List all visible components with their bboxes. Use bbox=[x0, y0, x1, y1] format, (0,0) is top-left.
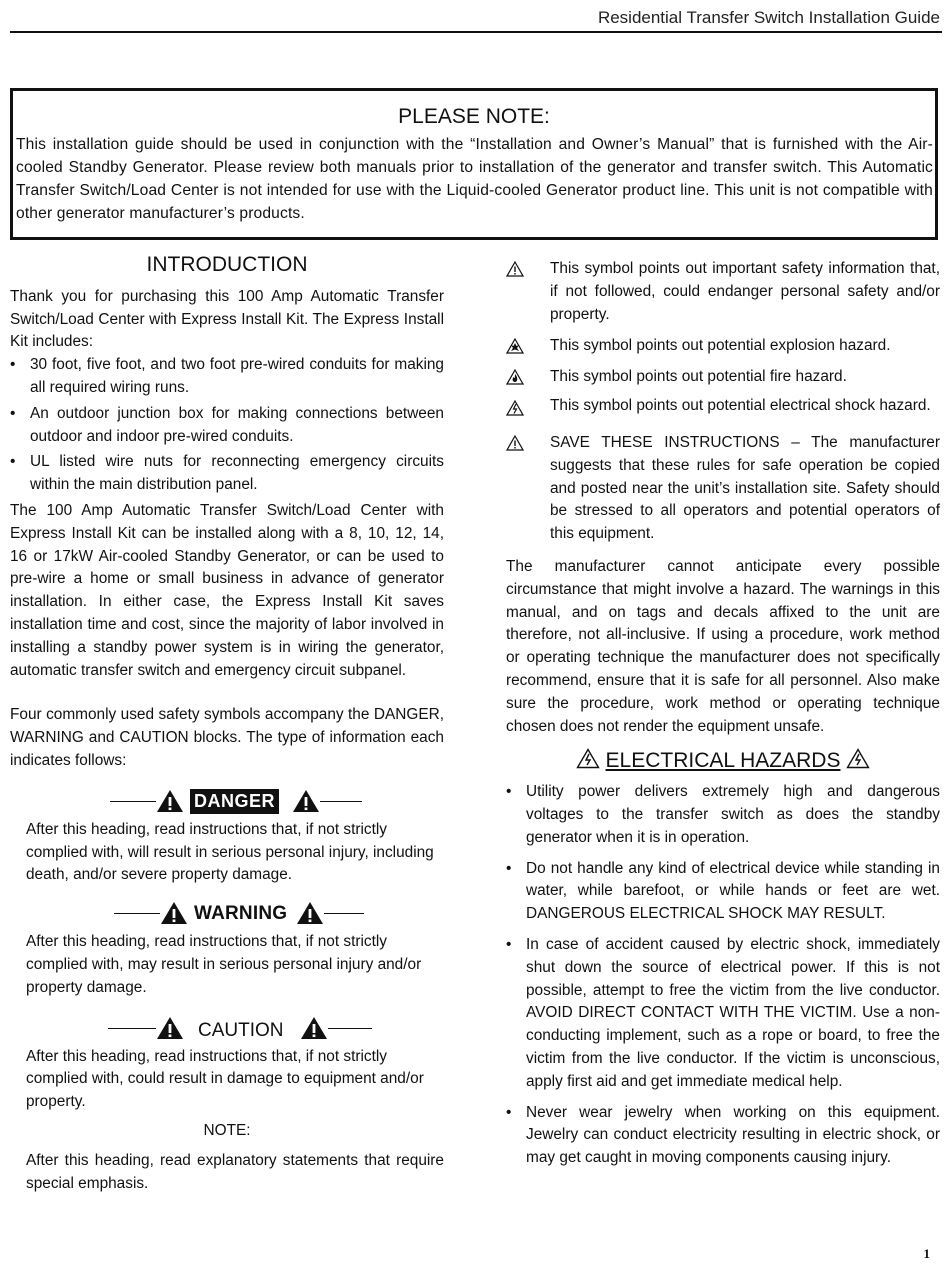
please-note-title: PLEASE NOTE: bbox=[398, 105, 550, 128]
shock-hazard-icon bbox=[846, 748, 870, 769]
caution-description: After this heading, read instructions that, if not strictly complied with, could result in damage to equipment and/or property. bbox=[26, 1047, 424, 1111]
page-number: 1 bbox=[923, 1246, 930, 1261]
intro-paragraph-3: Four commonly used safety symbols accompany the DANGER, WARNING and CAUTION blocks. The type of information each indicates follows: bbox=[10, 706, 444, 769]
warning-triangle-icon bbox=[506, 261, 524, 277]
caution-triangle-icon bbox=[156, 1016, 184, 1040]
warning-triangle-icon bbox=[506, 435, 524, 451]
header-title: Residential Transfer Switch Installation Guide bbox=[597, 8, 940, 27]
please-note-body: This installation guide should be used in conjunction with the “Installation and Owner’s Manual” that is furnished with the Air-cooled Standby Generator. Please review both manuals prior to installation of the generator and transfer switch. This Automatic Transfer Switch/Load Center is not intended for use with the Liquid-cooled Generator product line. This unit is not compatible with other generator manufacturer’s products. bbox=[16, 136, 933, 222]
symbol-row-general: This symbol points out important safety information that, if not followed, could endanger personal safety and/or property. bbox=[506, 258, 940, 326]
warning-description: After this heading, read instructions that, if not strictly complied with, may result in serious personal injury and/or property damage. bbox=[26, 933, 422, 996]
header-rule bbox=[10, 31, 942, 33]
right-column bbox=[506, 258, 940, 1173]
electrical-hazards-list bbox=[506, 781, 940, 1170]
warning-label: WARNING bbox=[194, 903, 288, 925]
list-item: • An outdoor junction box for making connections between outdoor and indoor pre-wired conduits. bbox=[10, 404, 444, 445]
fire-hazard-icon bbox=[506, 369, 524, 385]
symbol-row-shock: This symbol points out potential electrical shock hazard. bbox=[506, 397, 940, 414]
warning-heading bbox=[10, 899, 444, 929]
danger-label: DANGER bbox=[190, 789, 279, 814]
caution-triangle-icon bbox=[300, 1016, 328, 1040]
list-item: • Do not handle any kind of electrical device while standing in water, while barefoot, or while hands or feet are wet. DANGEROUS ELECTRICAL SHOCK MAY RESULT. bbox=[506, 859, 940, 923]
caution-label: CAUTION bbox=[198, 1019, 284, 1041]
symbol-row-fire: This symbol points out potential fire hazard. bbox=[506, 366, 940, 389]
list-item: • UL listed wire nuts for reconnecting emergency circuits within the main distribution panel. bbox=[10, 453, 444, 494]
manufacturer-note: The manufacturer cannot anticipate every possible circumstance that might involve a hazard. The warnings in this manual, and on tags and decals affixed to the unit are therefore, not all-inclusive. If using a procedure, work method or operating technique the manufacturer does not specifically recommend, ensure that it is safe for all personnel. Also make sure the procedure, work method or operating technique chosen does not render the equipment unsafe. bbox=[506, 557, 940, 735]
explosion-hazard-icon bbox=[506, 338, 524, 354]
danger-triangle-icon bbox=[156, 789, 184, 813]
warning-triangle-icon bbox=[160, 901, 188, 925]
left-column bbox=[10, 254, 444, 1195]
note-label: NOTE: bbox=[203, 1121, 251, 1139]
danger-triangle-icon bbox=[292, 789, 320, 813]
list-item: • 30 foot, five foot, and two foot pre-wired conduits for making all required wiring runs. bbox=[10, 356, 444, 396]
symbol-row-save-instructions: SAVE THESE INSTRUCTIONS – The manufacturer suggests that these rules for safe operation be copied and posted near the unit’s installation site. Safety should be stressed to all operators and potential operators of this equipment. bbox=[506, 432, 940, 546]
symbol-row-explosion: This symbol points out potential explosion hazard. bbox=[506, 335, 940, 358]
list-item: • Never wear jewelry when working on this equipment. Jewelry can conduct electricity resulting in electric shock, or may get caught in moving components causing injury. bbox=[506, 1103, 940, 1167]
list-item: • Utility power delivers extremely high and dangerous voltages to the transfer switch as does the standby generator when it is in operation. bbox=[506, 783, 940, 846]
list-item: • In case of accident caused by electric shock, immediately shut down the source of electrical power. If this is not possible, attempt to free the victim from the live conductor. AVOID DIRECT CONTACT WITH THE VICTIM. Use a non-conducting implement, such as a rope or board, to free the victim from the live conductor. If the victim is unconscious, apply first aid and get immediate medical help. bbox=[506, 935, 940, 1090]
intro-paragraph-1: Thank you for purchasing this 100 Amp Automatic Transfer Switch/Load Center with Express Install Kit. The Express Install Kit includes: bbox=[10, 287, 444, 351]
introduction-heading: INTRODUCTION bbox=[146, 253, 308, 276]
express-kit-list bbox=[10, 354, 444, 497]
intro-paragraph-2: The 100 Amp Automatic Transfer Switch/Load Center with Express Install Kit can be installed along with a 8, 10, 12, 14, 16 or 17kW Air-cooled Standby Generator, or can be used to pre-wire a home or small business in advance of generator installation. In either case, the Express Install Kit saves installation time and cost, since the majority of labor involved in installing a standby power system is in wiring the generator, automatic transfer switch and emergency circuit subpanel. bbox=[10, 501, 444, 679]
electrical-hazards-heading bbox=[506, 748, 940, 773]
note-description: After this heading, read explanatory statements that require special emphasis. bbox=[26, 1151, 444, 1192]
warning-triangle-icon bbox=[296, 901, 324, 925]
please-note-box bbox=[10, 88, 938, 240]
electrical-hazards-title: ELECTRICAL HAZARDS bbox=[605, 749, 841, 773]
shock-hazard-icon bbox=[576, 748, 600, 769]
caution-heading bbox=[10, 1014, 444, 1044]
shock-hazard-icon bbox=[506, 400, 524, 416]
danger-heading bbox=[10, 787, 444, 817]
danger-description: After this heading, read instructions that, if not strictly complied with, will result in serious personal injury, including death, and/or severe property damage. bbox=[26, 820, 434, 884]
